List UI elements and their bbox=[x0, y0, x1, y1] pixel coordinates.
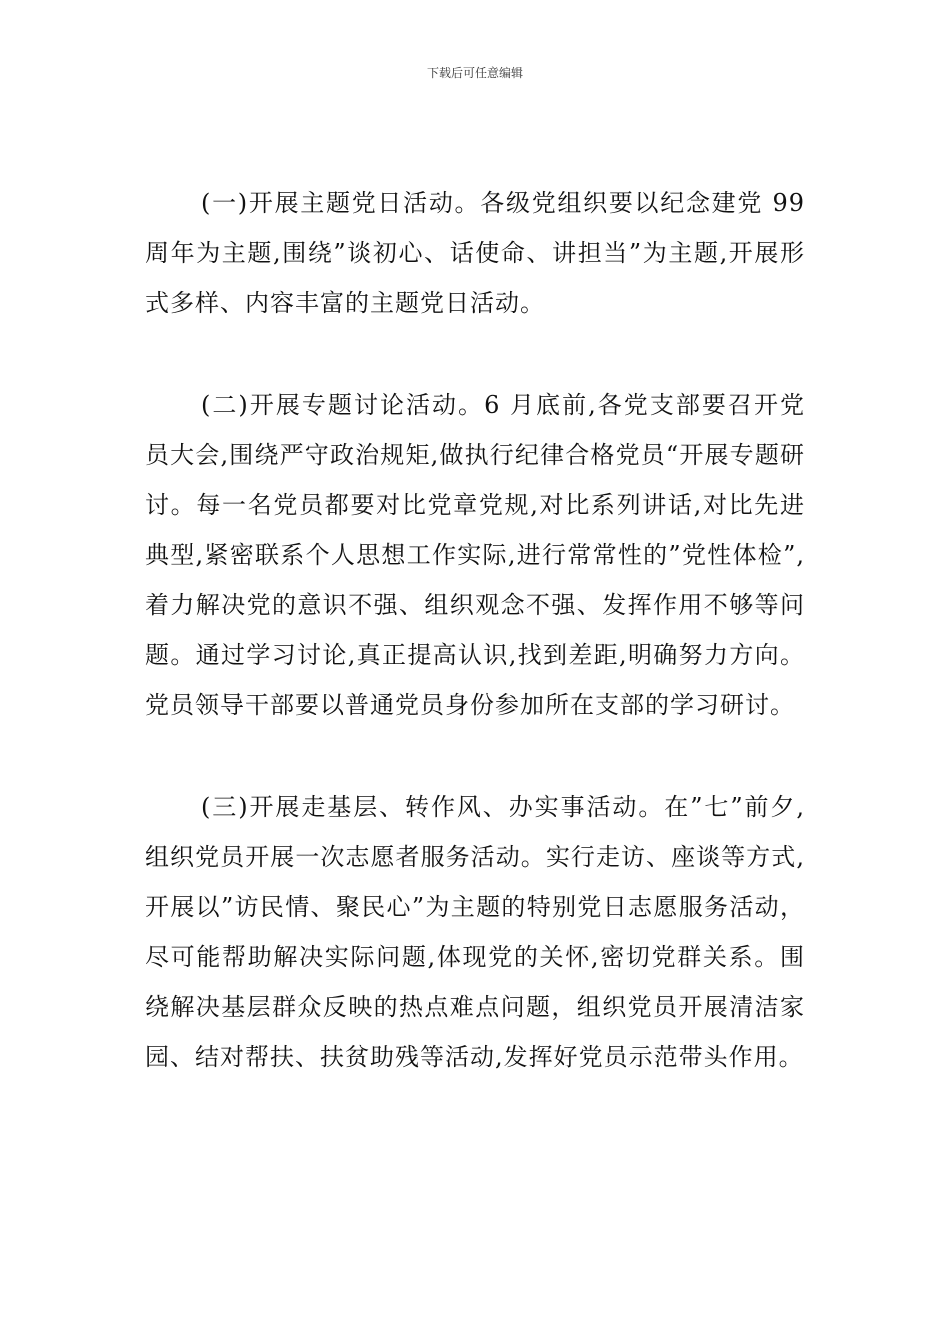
paragraph-grassroots-activity: (三)开展走基层、转作风、办实事活动。在”七”前夕,组织党员开展一次志愿者服务活动。实行走访、座谈等方式,开展以”访民情、聚民心”为主题的特别党日志愿服务活动，尽可能帮助解决实际问题,体现党的关怀,密切党群关系。围绕解决基层群众反映的热点难点问题，组织党员开展清洁家园、结对帮扶、扶贫助残等活动,发挥好党员示范带头作用。 bbox=[145, 793, 805, 1071]
page-header: 下载后可任意编辑 bbox=[426, 66, 523, 80]
paragraph-theme-party-day: (一)开展主题党日活动。各级党组织要以纪念建党 99 周年为主题,围绕”谈初心、话使命、讲担当”为主题,开展形式多样、内容丰富的主题党日活动。 bbox=[145, 189, 805, 317]
document-body bbox=[145, 178, 805, 1082]
paragraph-special-discussion: (二)开展专题讨论活动。6 月底前,各党支部要召开党员大会,围绕严守政治规矩,做执行纪律合格党员“开展专题研讨。每一名党员都要对比党章党规,对比系列讲话,对比先进典型,紧密联系个人思想工作实际,进行常常性的”党性体检”,着力解决党的意识不强、组织观念不强、发挥作用不够等问题。通过学习讨论,真正提高认识,找到差距,明确努力方向。党员领导干部要以普通党员身份参加所在支部的学习研讨。 bbox=[145, 391, 805, 719]
